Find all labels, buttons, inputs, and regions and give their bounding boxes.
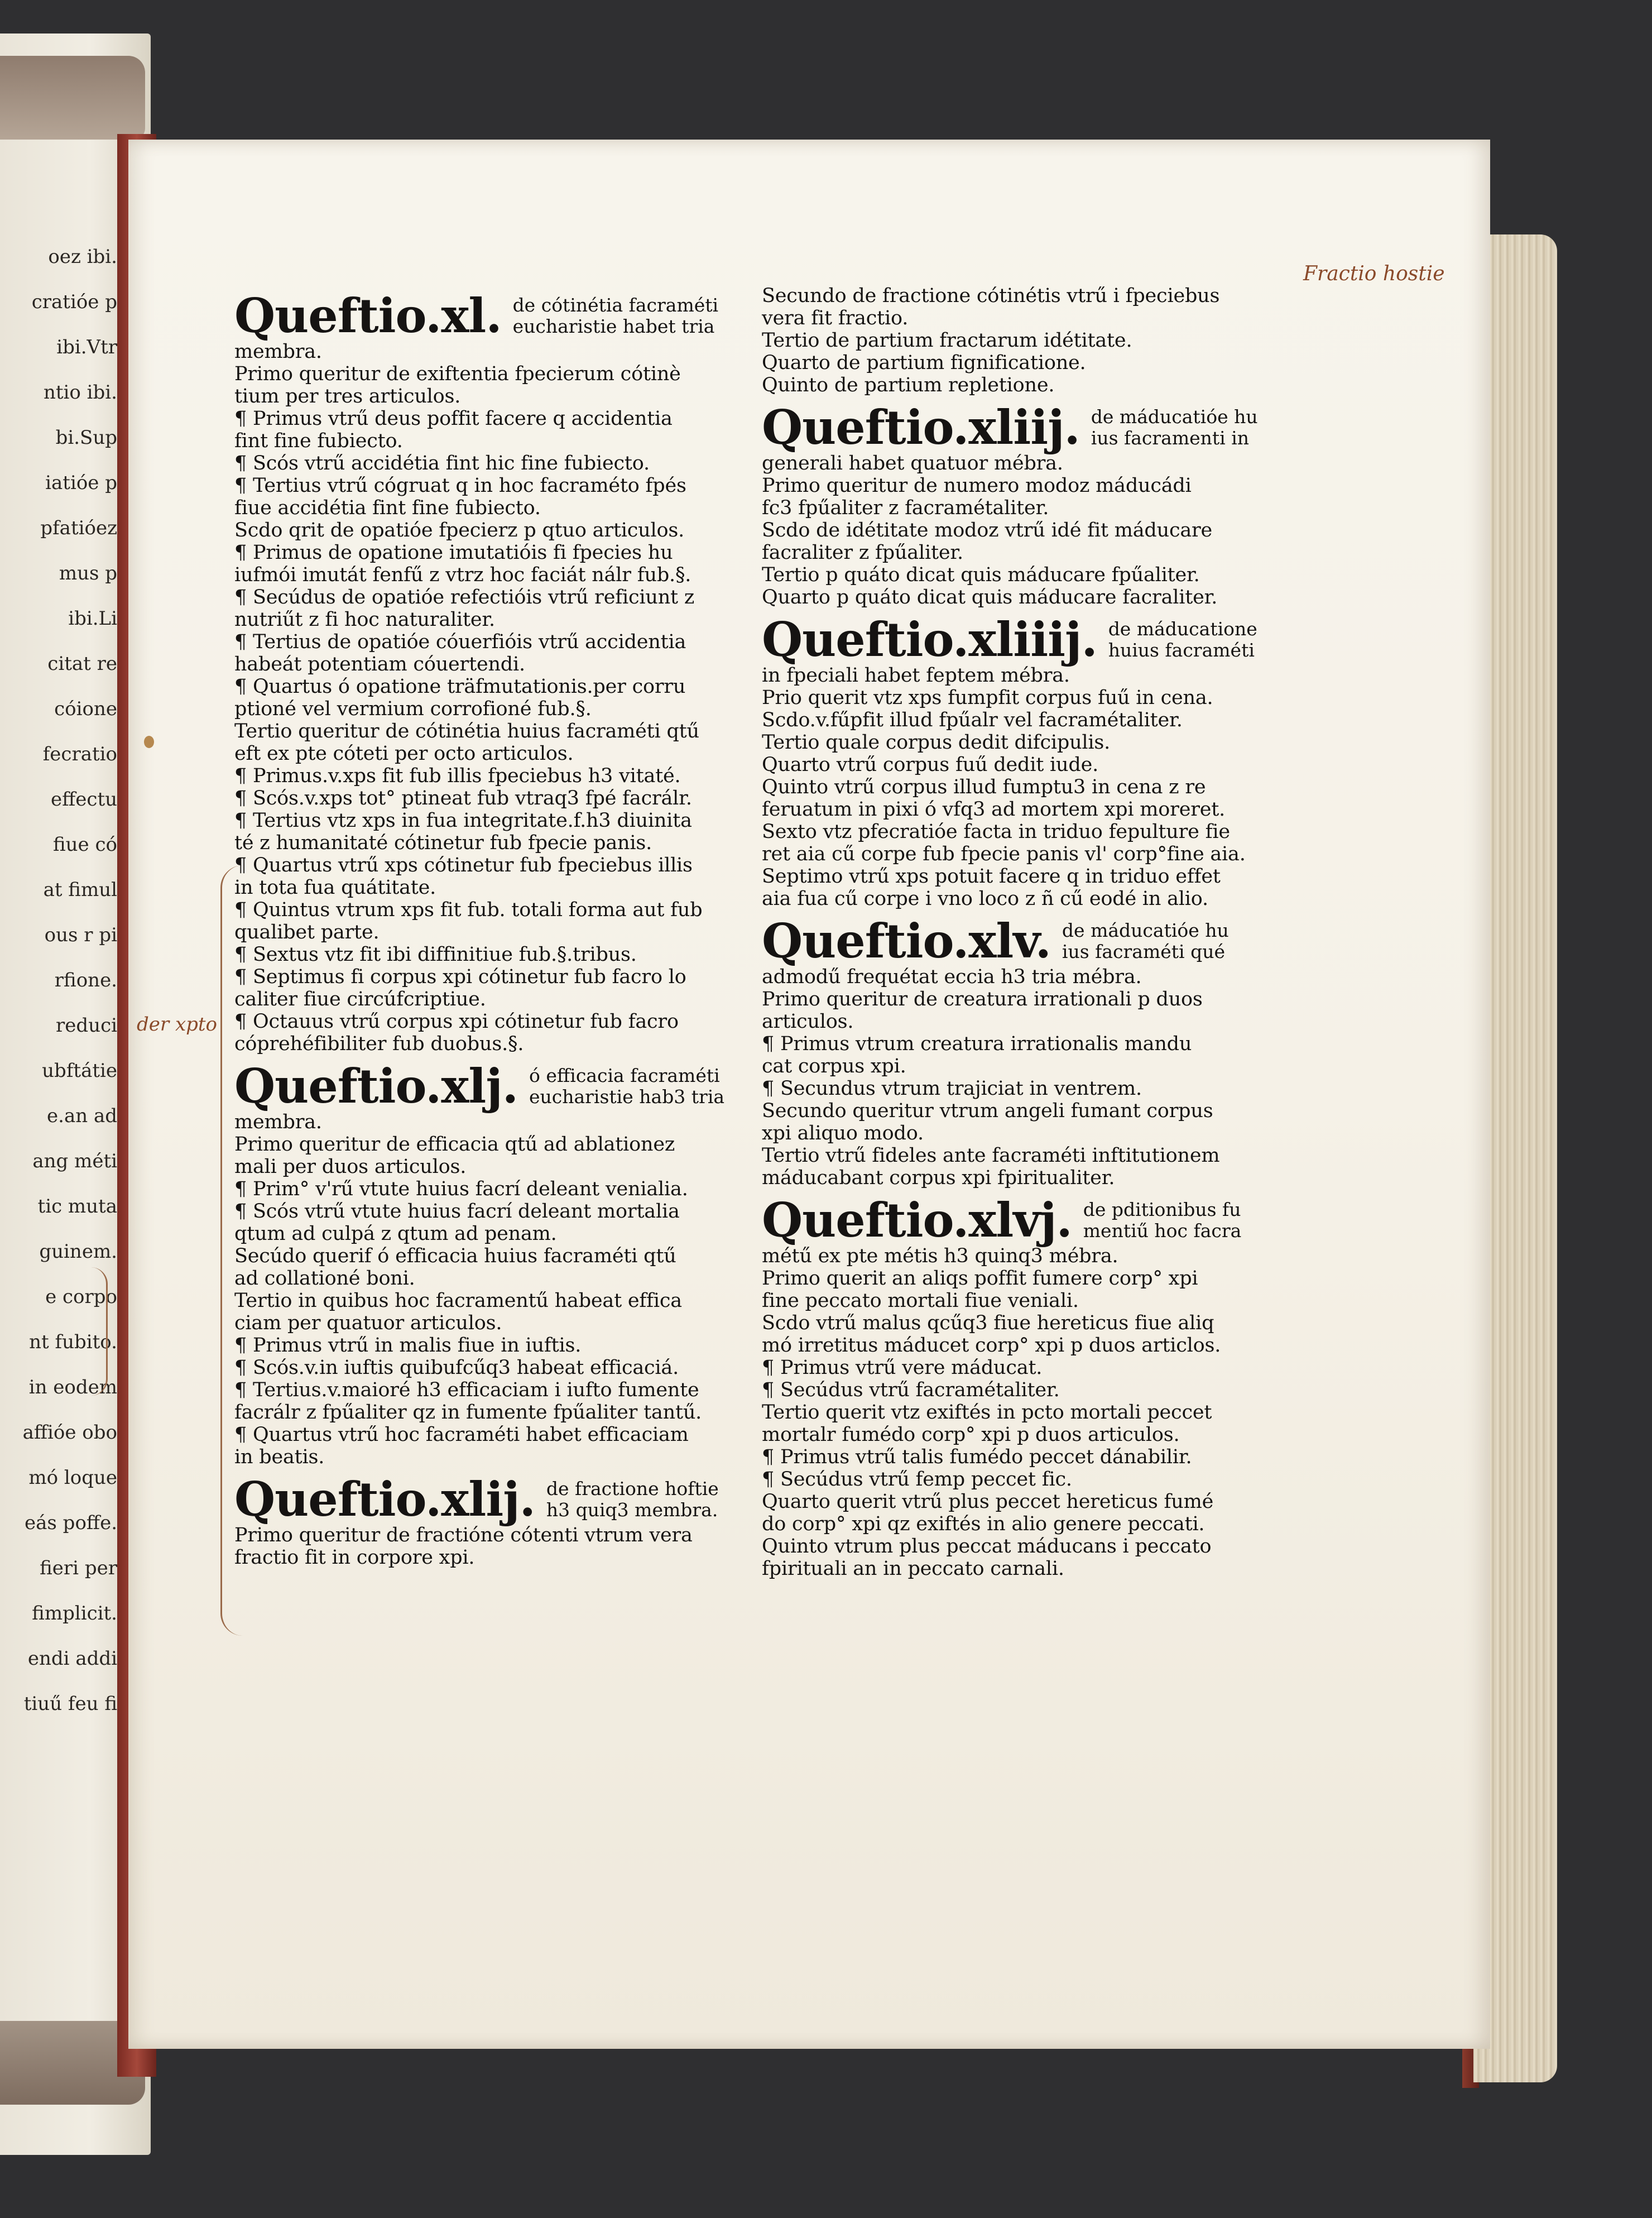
question-description [1091,406,1258,451]
text-line: ¶ Quartus vtrű hoc facraméti habet efficaciam [234,1424,689,1446]
question-description [529,1065,724,1110]
text-line: fine peccato mortali fiue veniali. [762,1290,1079,1312]
text-line: fiue accidétia fint fine fubiecto. [234,497,541,519]
question-description-line: eucharistie hab3 tria [529,1086,725,1108]
text-line: Primo queritur de creatura irrationali p duos [762,988,1203,1010]
left-page-line: eás poffe. [25,1512,117,1534]
text-line: in beatis. [234,1446,325,1468]
text-line: Tertio in quibus hoc facramentű habeat effica [234,1290,682,1312]
text-line: Quarto p quáto dicat quis máducare facraliter. [762,586,1218,609]
question-description [1108,619,1257,663]
text-line: Primo queritur de numero modoz máducádi [762,475,1192,497]
text-line: fc3 fpűaliter z facramétaliter. [762,497,1049,519]
text-line: ptioné vel vermium corrofioné fub.§. [234,698,592,720]
question-heading [234,1058,748,1114]
text-line: ¶ Tertius vtz xps in fua integritate.f.h3 diuinita [234,809,692,832]
left-page-line: guinem. [39,1240,117,1263]
text-line: mortalr fumédo corp° xpi p duos articulos. [762,1424,1180,1446]
left-page-line: cratióe p [31,291,117,313]
left-page-line: cóione [54,698,117,720]
text-line: mó irretitus máducet corp° xpi p duos articlos. [762,1334,1221,1357]
question-title: Queftio.xl. [234,288,502,343]
text-line: membra. [234,341,322,363]
left-margin-bracket [73,1267,108,1396]
text-line: in fpeciali habet feptem mébra. [762,664,1070,687]
left-page-line: mus p [59,562,117,585]
text-line: Secundo queritur vtrum angeli fumant corpus [762,1100,1213,1122]
question-title: Queftio.xliij. [762,400,1080,455]
text-line: Quarto de partium fignificatione. [762,352,1086,374]
question-title: Queftio.xlv. [762,913,1051,969]
left-page-line: mó loque [28,1467,117,1489]
text-line: ¶ Octauus vtrű corpus xpi cótinetur fub facro [234,1010,679,1033]
question-title: Queftio.xlj. [234,1058,518,1114]
text-line: facraliter z fpűaliter. [762,542,963,564]
text-line: ¶ Primus vtrű in malis fiue in iuftis. [234,1334,582,1357]
text-line: qualibet parte. [234,921,380,943]
text-line: Quarto vtrű corpus fuű dedit iude. [762,754,1099,776]
left-page-line: pfatióez [40,517,117,539]
text-line: fint fine fubiecto. [234,430,403,452]
question-heading [234,1472,748,1527]
text-line: Sexto vtz pfecratióe facta in triduo fepulture fie [762,821,1230,843]
text-line: fpirituali an in peccato carnali. [762,1558,1064,1580]
text-line: ¶ Tertius vtrű cógruat q in hoc facraméto fpés [234,475,686,497]
left-cover-top [0,56,145,140]
text-line: ad collationé boni. [234,1267,415,1290]
text-line: iufmói imutát fenfű z vtrz hoc faciát nálr fub.§. [234,564,691,586]
text-line: feruatum in pixi ó vfq3 ad mortem xpi moreret. [762,798,1226,821]
text-line: Scdo qrit de opatióe fpecierz p qtuo articulos. [234,519,685,542]
text-line: ¶ Quintus vtrum xps fit fub. totali forma aut fub [234,899,703,921]
text-line: ¶ Tertius.v.maioré h3 efficaciam i iufto fumente [234,1379,699,1401]
left-page-line: effectu [51,788,117,811]
left-page-line: fiue có [52,833,117,856]
text-line: Scdo vtrű malus qcűq3 fiue hereticus fiue aliq [762,1312,1214,1334]
question-heading [234,288,748,343]
text-line: ¶ Quartus vtrű xps cótinetur fub fpeciebus illis [234,854,693,876]
text-line: ¶ Primus vtrű vere máducat. [762,1357,1043,1379]
question-heading [762,400,1275,455]
annotation-margin: der xpto [137,1013,218,1036]
left-page-line: ibi.Vtr [56,336,117,358]
text-line: caliter fiue circúfcriptiue. [234,988,486,1010]
question-description [546,1478,719,1523]
text-line: fractio fit in corpore xpi. [234,1546,475,1569]
text-line: Primo queritur de efficacia qtű ad ablationez [234,1133,675,1156]
left-page-line: e corpo [45,1286,117,1308]
text-line: generali habet quatuor mébra. [762,452,1063,475]
left-page-line: tiuű feu fi [23,1693,117,1715]
question-description [513,295,719,339]
text-line: Quinto vtrum plus peccat máducans i peccato [762,1535,1212,1558]
left-page-line: fecratio [42,743,117,765]
text-line: cat corpus xpi. [762,1055,906,1077]
text-line: Secúdo querif ó efficacia huius facraméti qtű [234,1245,676,1267]
left-page-line: e.an ad [47,1105,117,1127]
text-line: té z humanitaté cótinetur fub fpecie panis. [234,832,652,854]
text-line: ret aia cű corpe fub fpecie panis vl' corp°fine aia. [762,843,1246,865]
text-line: Tertio querit vtz exiftés in pcto mortali peccet [762,1401,1212,1424]
text-line: eft ex pte cóteti per octo articulos. [234,742,574,765]
left-page-line: at fimul [43,879,117,901]
text-line: ¶ Scós.v.xps tot° ptineat fub vtraq3 fpé facrálr. [234,787,692,809]
question-description-line: eucharistie habet tria [512,315,715,337]
text-column-left [234,285,748,1569]
left-page-line: nt fubito. [29,1331,117,1353]
text-line: Primo queritur de fractióne cótenti vtrum vera [234,1524,693,1546]
left-page-line: fieri per [40,1557,117,1579]
text-line: ¶ Primus vtrű deus poffit facere q accidentia [234,408,673,430]
text-line: Primo querit an aliqs poffit fumere corp° xpi [762,1267,1198,1290]
question-description-line: de máducatióe hu [1091,406,1258,428]
text-line: ¶ Primus.v.xps fit fub illis fpeciebus h3 vitaté. [234,765,681,787]
left-page-line: ubftátie [42,1060,117,1082]
text-line: ¶ Tertius de opatióe cóuerfióis vtrű accidentia [234,631,686,653]
question-title: Queftio.xlij. [234,1472,535,1527]
text-line: ¶ Primus de opatione imutatióis fi fpecies hu [234,542,673,564]
text-line: ¶ Prim° v'rű vtute huius facrí deleant venialia. [234,1178,688,1200]
text-line: Primo queritur de exiftentia fpecierum cótinè [234,363,681,385]
text-line: tium per tres articulos. [234,385,461,408]
text-line: Prio querit vtz xps fumpfit corpus fuű in cena. [762,687,1213,709]
left-page-text [0,234,117,1727]
question-description-line: mentiű hoc facra [1083,1220,1242,1242]
question-description [1062,920,1229,965]
question-description-line: de fractione hoftie [546,1478,719,1500]
text-line: ¶ Quartus ó opatione träfmutationis.per corru [234,676,686,698]
left-page-line: ntio ibi. [43,381,117,404]
question-heading [762,612,1275,667]
text-line: Tertio de partium fractarum idétitate. [762,329,1132,352]
left-page-line: in eodem [28,1376,117,1398]
question-description-line: de cótinétia facraméti [512,294,719,316]
question-description-line: h3 quiq3 membra. [546,1499,718,1521]
text-line: qtum ad culpá z qtum ad penam. [234,1223,557,1245]
question-title: Queftio.xlvj. [762,1192,1072,1248]
left-page-line: tic muta [37,1195,117,1218]
text-line: Tertio p quáto dicat quis máducare fpűaliter. [762,564,1200,586]
left-page-line: bi.Sup [55,427,117,449]
question-description-line: de máducatione [1108,618,1257,640]
text-line: ¶ Scós vtrű accidétia fint hic fine fubiecto. [234,452,650,475]
question-description-line: ius facramenti in [1091,427,1250,449]
text-line: in tota fua quátitate. [234,876,436,899]
text-line: ¶ Secúdus vtrű femp peccet fic. [762,1468,1072,1491]
text-line: Scdo.v.fűpfit illud fpűalr vel facramétaliter. [762,709,1183,731]
text-line: aia fua cű corpe i vno loco z ñ cű eodé in alio. [762,888,1208,910]
text-line: Quarto querit vtrű plus peccet hereticus fumé [762,1491,1214,1513]
text-line: vera fit fractio. [762,307,909,329]
text-line: ¶ Scós.v.in iuftis quibufcűq3 habeat efficaciá. [234,1357,679,1379]
text-line: facrálr z fpűaliter qz in fumente fpűaliter tantű. [234,1401,702,1424]
left-page-line: citat re [47,653,117,675]
left-page-line: ibi.Li [68,607,117,630]
text-line: nutriűt z fi hoc naturaliter. [234,609,495,631]
question-heading [762,1192,1275,1248]
text-line: mali per duos articulos. [234,1156,467,1178]
left-page-line: iatióe p [45,472,117,494]
text-line: Tertio vtrű fideles ante facraméti inftitutionem [762,1144,1220,1167]
text-column-right [762,285,1275,1580]
text-line: Septimo vtrű xps potuit facere q in triduo effet [762,865,1221,888]
left-page-line: rfione. [54,969,117,991]
question-description-line: de máducatióe hu [1062,919,1229,941]
question-title: Queftio.xliiij. [762,612,1097,667]
text-line: métű ex pte métis h3 quinq3 mébra. [762,1245,1118,1267]
question-description-line: de pditionibus fu [1083,1199,1241,1220]
question-description-line: ó efficacia facraméti [529,1065,720,1086]
text-line: admodű frequétat eccia h3 tria mébra. [762,966,1142,988]
left-page-line: endi addi [27,1647,117,1670]
text-line: do corp° xpi qz exiftés in alio genere peccati. [762,1513,1205,1535]
left-page-line: fimplicit. [32,1602,117,1625]
text-line: xpi aliquo modo. [762,1122,924,1144]
text-line: ¶ Secundus vtrum trajiciat in ventrem. [762,1077,1142,1100]
text-line: ¶ Sextus vtz fit ibi diffinitiue fub.§.tribus. [234,943,637,966]
text-line: ¶ Primus vtrum creatura irrationalis mandu [762,1033,1192,1055]
text-line: ¶ Primus vtrű talis fumédo peccet dánabilir. [762,1446,1192,1468]
text-line: Quinto vtrű corpus illud fumptu3 in cena z re [762,776,1206,798]
page-stain [144,736,154,748]
question-description [1083,1199,1242,1244]
left-page-line: oez ibi. [48,246,117,268]
text-line: ¶ Scós vtrű vtute huius facrí deleant mortalia [234,1200,680,1223]
text-line: Tertio queritur de cótinétia huius facraméti qtű [234,720,699,742]
text-line: articulos. [762,1010,854,1033]
question-heading [762,913,1275,969]
left-page-line: reduci [56,1014,117,1037]
left-page-line: ous r pi [44,924,117,946]
text-line: máducabant corpus xpi fpiritualiter. [762,1167,1115,1189]
text-line: membra. [234,1111,322,1133]
annotation-top-right: Fractio hostie [1303,262,1445,285]
text-line: ¶ Secúdus vtrű facramétaliter. [762,1379,1060,1401]
text-line: habeát potentiam cóuertendi. [234,653,525,676]
text-line: ciam per quatuor articulos. [234,1312,502,1334]
text-line: Quinto de partium repletione. [762,374,1055,396]
question-description-line: huius facraméti [1108,639,1255,661]
left-page-line: affióe obo [22,1421,117,1444]
text-line: cóprehéfibiliter fub duobus.§. [234,1033,524,1055]
text-line: Tertio quale corpus dedit difcipulis. [762,731,1111,754]
text-line: ¶ Secúdus de opatióe refectióis vtrű reficiunt z [234,586,695,609]
text-line: Scdo de idétitate modoz vtrű idé fit máducare [762,519,1213,542]
left-page-line: ang méti [32,1150,117,1172]
text-line: Secundo de fractione cótinétis vtrű i fpeciebus [762,285,1220,307]
question-description-line: ius facraméti qué [1062,941,1226,962]
text-line: ¶ Septimus fi corpus xpi cótinetur fub facro lo [234,966,686,988]
